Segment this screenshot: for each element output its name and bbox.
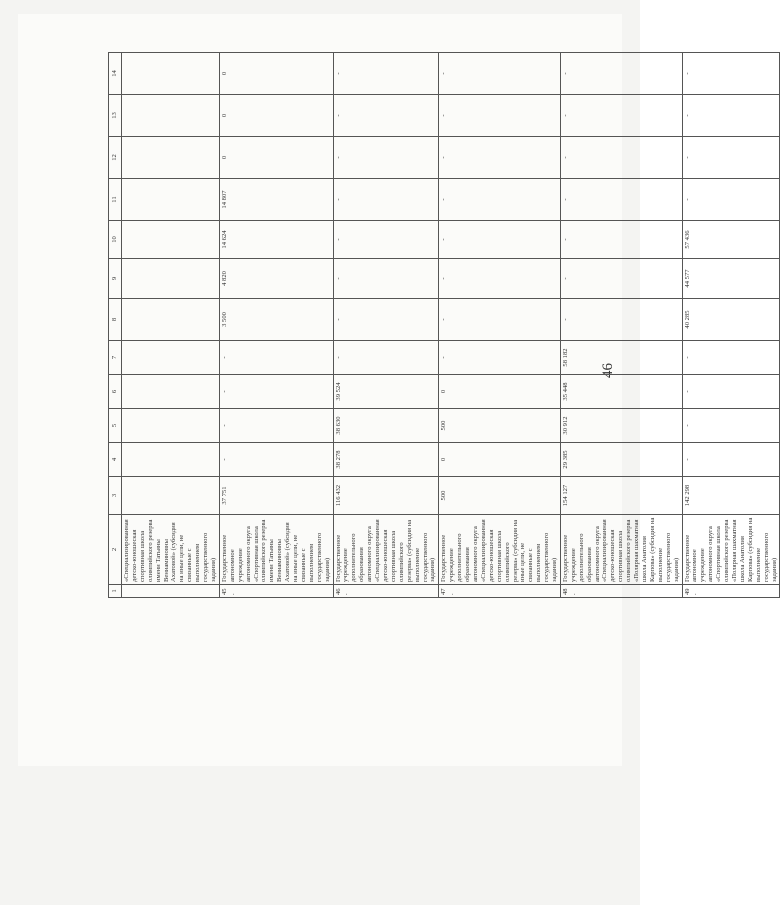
value-cell: -	[219, 409, 333, 443]
row-number: 48.	[560, 585, 682, 598]
value-cell	[122, 477, 220, 515]
value-cell: -	[333, 137, 439, 179]
value-cell	[122, 179, 220, 221]
value-cell: -	[682, 375, 780, 409]
value-cell: -	[439, 259, 561, 299]
value-cell: 38 630	[333, 409, 439, 443]
budget-table	[108, 52, 780, 598]
column-header: 9	[109, 259, 122, 299]
table-row	[333, 53, 439, 598]
value-cell: -	[439, 137, 561, 179]
value-cell: -	[333, 179, 439, 221]
value-cell	[122, 375, 220, 409]
value-cell: 0	[439, 375, 561, 409]
column-header: 5	[109, 409, 122, 443]
value-cell: -	[333, 259, 439, 299]
institution-name: Государственное учреждение дополнительного образования автономного округа «Специализированная детско-юношеская спортивная школа олимпийского резерва «Полярная шахматная школа Анатолия Карпова» (субсидия на выполнение государственного задания)	[560, 515, 682, 585]
value-cell: -	[439, 299, 561, 341]
value-cell: -	[439, 95, 561, 137]
value-cell: -	[333, 95, 439, 137]
column-header: 4	[109, 443, 122, 477]
value-cell: 0	[439, 443, 561, 477]
value-cell: 116 432	[333, 477, 439, 515]
value-cell: -	[560, 299, 682, 341]
row-number: 49.	[682, 585, 780, 598]
column-header: 6	[109, 375, 122, 409]
table-row	[219, 53, 333, 598]
row-number	[122, 585, 220, 598]
row-number: 46.	[333, 585, 439, 598]
header-row	[109, 53, 122, 598]
table-row	[560, 53, 682, 598]
value-cell: -	[219, 341, 333, 375]
column-header: 13	[109, 95, 122, 137]
institution-name: Государственное автономное учреждение автономного округа «Спортивная школа олимпийского резерва имени Татьяны Вениаминовны Ахатовой» (субсидия на иные цели, не связанные с выполнением государственного задания)	[219, 515, 333, 585]
value-cell: -	[439, 221, 561, 259]
value-cell: -	[682, 137, 780, 179]
value-cell: 154 127	[560, 477, 682, 515]
value-cell: 142 298	[682, 477, 780, 515]
institution-name: Государственное учреждение дополнительного образования автономного округа «Специализированная детско-юношеская спортивная школа олимпийского резерва» (субсидия на выполнение государственного задания)	[333, 515, 439, 585]
value-cell: -	[682, 443, 780, 477]
value-cell: -	[560, 137, 682, 179]
row-number: 45.	[219, 585, 333, 598]
value-cell: -	[560, 179, 682, 221]
value-cell: 14 624	[219, 221, 333, 259]
value-cell	[122, 443, 220, 477]
value-cell: -	[682, 341, 780, 375]
value-cell: 38 278	[333, 443, 439, 477]
value-cell: 0	[219, 53, 333, 95]
value-cell: -	[560, 95, 682, 137]
column-header: 7	[109, 341, 122, 375]
value-cell: 44 577	[682, 259, 780, 299]
value-cell: -	[560, 53, 682, 95]
value-cell	[122, 53, 220, 95]
value-cell: -	[439, 179, 561, 221]
value-cell	[122, 259, 220, 299]
value-cell	[122, 409, 220, 443]
column-header: 14	[109, 53, 122, 95]
table-row	[122, 53, 220, 598]
column-header: 1	[109, 585, 122, 598]
value-cell: 3 500	[219, 299, 333, 341]
column-header: 11	[109, 179, 122, 221]
value-cell: 37 751	[219, 477, 333, 515]
value-cell: 40 285	[682, 299, 780, 341]
page-number: 46	[600, 363, 616, 378]
value-cell	[122, 299, 220, 341]
value-cell	[122, 221, 220, 259]
row-number: 47.	[439, 585, 561, 598]
value-cell: -	[439, 53, 561, 95]
value-cell: -	[682, 53, 780, 95]
value-cell: -	[333, 221, 439, 259]
value-cell: 57 436	[682, 221, 780, 259]
value-cell: 500	[439, 477, 561, 515]
value-cell: 4 820	[219, 259, 333, 299]
value-cell: -	[560, 221, 682, 259]
value-cell: -	[682, 179, 780, 221]
column-header: 12	[109, 137, 122, 179]
institution-name: «Специализированная детско-юношеская спортивная школа олимпийского резерва имени Татьяны Вениаминовны Ахатовой» (субсидия на иные цели, не связанные с выполнением государственного задания)	[122, 515, 220, 585]
value-cell: 29 385	[560, 443, 682, 477]
institution-name: Государственное автономное учреждение автономного округа «Спортивная школа олимпийского резерва «Полярная шахматная школа Анатолия Карпова» (субсидия на выполнение государственного задания)	[682, 515, 780, 585]
column-header: 3	[109, 477, 122, 515]
value-cell: 39 524	[333, 375, 439, 409]
value-cell: -	[682, 409, 780, 443]
table-row	[439, 53, 561, 598]
institution-name: Государственное учреждение дополнительного образования автономного округа «Специализированная детско-юношеская спортивная школа олимпийского резерва» (субсидия на иные цели, не связанные с выполнением государственного задания)	[439, 515, 561, 585]
value-cell: 30 912	[560, 409, 682, 443]
value-cell: 0	[219, 137, 333, 179]
value-cell: 14 807	[219, 179, 333, 221]
value-cell: 0	[219, 95, 333, 137]
value-cell: -	[682, 95, 780, 137]
value-cell	[122, 95, 220, 137]
column-header: 10	[109, 221, 122, 259]
value-cell: 35 448	[560, 375, 682, 409]
value-cell: -	[219, 375, 333, 409]
column-header: 2	[109, 515, 122, 585]
value-cell: -	[219, 443, 333, 477]
value-cell: -	[333, 53, 439, 95]
column-header: 8	[109, 299, 122, 341]
value-cell: 500	[439, 409, 561, 443]
rotated-table-wrapper	[108, 53, 778, 598]
value-cell: 58 182	[560, 341, 682, 375]
value-cell: -	[439, 341, 561, 375]
value-cell: -	[560, 259, 682, 299]
value-cell: -	[333, 341, 439, 375]
value-cell: -	[333, 299, 439, 341]
table-row	[682, 53, 780, 598]
value-cell	[122, 341, 220, 375]
value-cell	[122, 137, 220, 179]
